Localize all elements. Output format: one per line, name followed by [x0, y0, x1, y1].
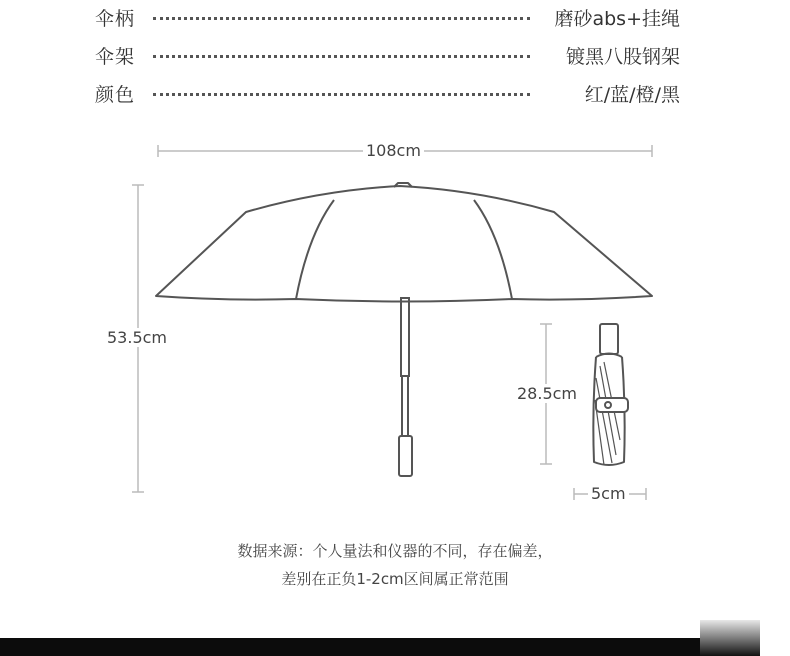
spec-value-color: 红/蓝/橙/黑 [579, 80, 680, 107]
spec-label-color: 颜色 [95, 84, 136, 106]
bottom-bar [0, 638, 760, 656]
bottom-fade [700, 620, 760, 656]
spec-value-frame: 镀黑八股钢架 [560, 42, 680, 69]
measurement-note-line2: 差别在正负1-2cm区间属正常范围 [281, 570, 509, 588]
folded-diameter-label: 5cm [588, 484, 629, 503]
measurement-note-line1: 数据来源：个人量法和仪器的不同，存在偏差， [237, 542, 553, 560]
spec-value-handle: 磨砂abs+挂绳 [548, 4, 680, 31]
spec-label-handle: 伞柄 [95, 8, 136, 30]
folded-umbrella [593, 324, 628, 465]
open-length-label: 53.5cm [104, 328, 170, 347]
folded-length-label: 28.5cm [514, 384, 580, 403]
umbrella-shaft [399, 298, 412, 476]
spec-label-frame: 伞架 [95, 46, 136, 68]
umbrella-canopy [156, 183, 652, 302]
width-label: 108cm [363, 141, 424, 160]
